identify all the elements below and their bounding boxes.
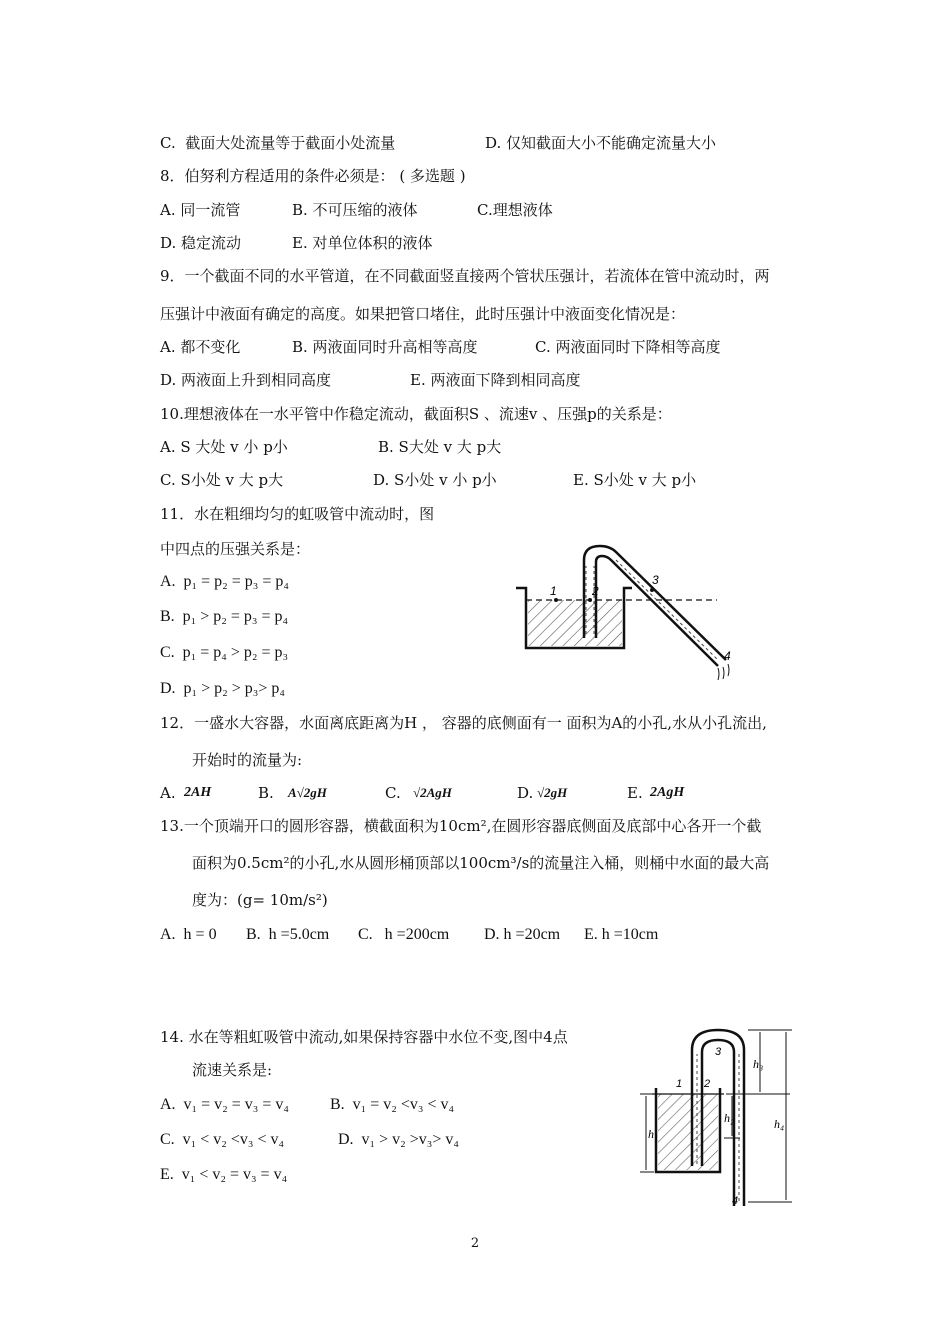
q14-stem-line1: 14. 水在等粗虹吸管中流动,如果保持容器中水位不变,图中4点 [160,1028,568,1046]
q12-stem-line2: 开始时的流量为: [192,751,303,769]
q9-option-b: B. 两液面同时升高相等高度 [292,338,478,356]
q10-stem: 10.理想液体在一水平管中作稳定流动，截面积S 、流速v 、压强p的关系是： [160,405,672,423]
q11-stem-line1: 11．水在粗细均匀的虹吸管中流动时，图 [160,505,435,523]
q9-stem-line2: 压强计中液面有确定的高度。如果把管口堵住，此时压强计中液面变化情况是： [160,305,686,323]
q12-option-c-formula: √2AgH [413,785,452,800]
q14-stem-line2: 流速关系是: [192,1061,273,1079]
q13-option-c: C. h =200cm [358,926,450,943]
q11-option-d: D. p₁ > p₂ > p₃> p₄ [160,680,285,697]
q8-option-d: D. 稳定流动 [160,234,242,252]
q12-stem-line1: 12．一盛水大容器，水面离底距离为H ， 容器的底侧面有一 面积为A的小孔,水从小孔流出, [160,714,767,732]
q11-stem-line2: 中四点的压强关系是： [160,540,311,558]
q13-option-a: A. h = 0 [160,926,217,943]
q13-stem-line2: 面积为0.5cm²的小孔,水从圆形桶顶部以100cm³/s的流量注入桶，则桶中水面的最大高 [192,854,770,872]
q14-fig-label-h3: h₃ [753,1057,764,1071]
q9-option-a: A. 都不变化 [160,338,241,356]
q14-fig-label-1: 1 [676,1078,683,1090]
q12-option-c-label: C. [385,784,401,802]
q11-option-a: A. p₁ = p₂ = p₃ = p₄ [160,573,289,590]
q12-option-e-label: E. [627,784,643,802]
q12-option-d-formula: √2gH [537,785,568,800]
q8-stem: 8．伯努利方程适用的条件必须是： ( 多选题 ) [160,167,466,185]
q8-option-c: C.理想液体 [477,201,553,219]
q14-option-d: D. v₁ > v₂ >v₃> v₄ [338,1131,459,1148]
q13-stem-line1: 13.一个顶端开口的圆形容器，横截面积为10cm²,在圆形容器底侧面及底部中心各开一个截 [160,817,762,835]
q12-option-e-formula: 2AgH [650,785,685,800]
q14-fig-label-2: 2 [704,1078,711,1090]
q8-option-a: A. 同一流管 [160,201,241,219]
q10-option-b: B. S大处 v 大 p大 [378,438,502,456]
q7-option-c: C. 截面大处流量等于截面小处流量 [160,134,396,152]
q14-fig-label-4: 4 [732,1195,739,1207]
q13-stem-line3: 度为：(g= 10m/s²) [192,891,328,909]
siphon-figure-q11 [512,538,748,684]
q11-option-c: C. p₁ = p₄ > p₂ = p₃ [160,644,289,661]
q13-option-b: B. h =5.0cm [246,926,330,943]
q11-fig-label-1: 1 [550,584,557,598]
q14-option-a: A. v₁ = v₂ = v₃ = v₄ [160,1096,289,1113]
siphon-figure-q14 [640,1024,800,1214]
q14-fig-label-h4: h₄ [774,1117,785,1131]
q11-fig-label-2: 2 [592,584,599,598]
q8-option-b: B. 不可压缩的液体 [292,201,418,219]
q9-stem-line1: 9．一个截面不同的水平管道，在不同截面竖直接两个管状压强计，若流体在管中流动时，两 [160,267,770,285]
q10-option-c: C. S小处 v 大 p大 [160,471,284,489]
q14-option-e: E. v₁ < v₂ = v₃ = v₄ [160,1166,288,1183]
q12-option-a-label: A. [160,784,176,802]
q14-fig-label-h1: h₁ [648,1127,659,1141]
q13-option-d: D. h =20cm [484,926,561,943]
q12-option-b-label: B. [258,784,274,802]
q11-option-b: B. p₁ > p₂ = p₃ = p₄ [160,608,289,625]
q9-option-e: E. 两液面下降到相同高度 [410,371,581,389]
q14-option-c: C. v₁ < v₂ <v₃ < v₄ [160,1131,285,1148]
q14-fig-label-3: 3 [715,1046,722,1058]
q8-option-e: E. 对单位体积的液体 [292,234,433,252]
q7-option-d: D. 仅知截面大小不能确定流量大小 [485,134,717,152]
q12-option-b-formula: A√2gH [288,785,327,800]
page-number: 2 [470,1236,480,1251]
q10-option-e: E. S小处 v 大 p小 [573,471,697,489]
q14-option-b: B. v₁ = v₂ <v₃ < v₄ [330,1096,455,1113]
q11-fig-label-3: 3 [652,573,659,587]
q13-option-e: E. h =10cm [584,926,659,943]
q10-option-a: A. S 大处 v 小 p小 [160,438,288,456]
q14-fig-label-h2: h₂ [724,1111,735,1125]
q12-option-a-formula: 2AH [184,785,212,800]
q9-option-c: C. 两液面同时下降相等高度 [535,338,721,356]
q12-option-d-label: D. [517,784,534,802]
q11-fig-label-4: 4 [724,649,731,663]
q10-option-d: D. S小处 v 小 p小 [373,471,497,489]
q9-option-d: D. 两液面上升到相同高度 [160,371,332,389]
